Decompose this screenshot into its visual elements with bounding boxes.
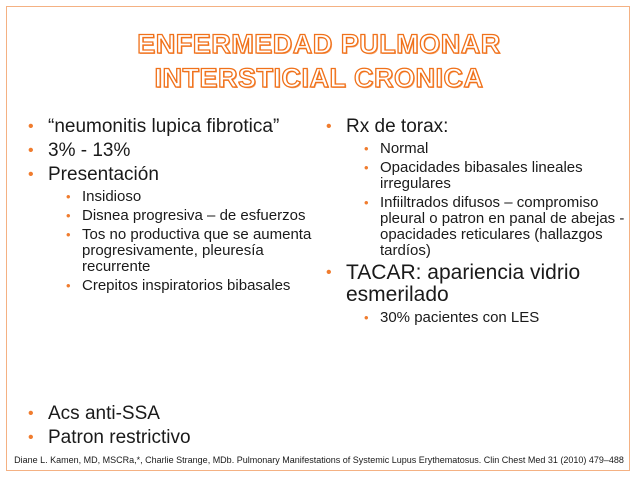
sub-bullet-item xyxy=(364,160,626,192)
right-column xyxy=(326,116,626,329)
bullet-icon: • xyxy=(364,195,369,210)
bullet-icon: • xyxy=(28,142,34,159)
title-line-1: ENFERMEDAD PULMONAR xyxy=(137,29,501,59)
title-line-2: INTERSTICIAL CRONICA xyxy=(154,63,484,93)
bullet-icon: • xyxy=(28,118,34,135)
sub-bullet-text: Disnea progresiva – de esfuerzos xyxy=(82,207,306,224)
citation: Diane L. Kamen, MD, MSCRa,*, Charlie Strange, MDb. Pulmonary Manifestations of Systemic Lupus Erythematosus. Clin Chest Med 31 (2010) 479–488 xyxy=(14,455,624,465)
sub-list xyxy=(364,141,626,259)
sub-bullet-item xyxy=(364,195,626,259)
bullet-text: Patron restrictivo xyxy=(48,427,191,448)
bullet-item xyxy=(28,403,328,424)
sub-list xyxy=(66,189,318,294)
sub-bullet-text: Insidioso xyxy=(82,188,142,205)
bullet-icon: • xyxy=(66,227,71,242)
sub-bullet-text: Crepitos inspiratorios bibasales xyxy=(82,277,291,294)
bullet-icon: • xyxy=(326,118,332,135)
bullet-icon: • xyxy=(28,166,34,183)
sub-bullet-item xyxy=(66,227,318,275)
bullet-icon: • xyxy=(28,405,34,422)
bullet-icon: • xyxy=(364,141,369,156)
bullet-icon: • xyxy=(364,160,369,175)
left-column xyxy=(28,116,318,297)
sub-bullet-text: Infiiltrados difusos – compromiso pleural o patron en panal de abejas - opacidades reticulares (hallazgos tardíos) xyxy=(380,194,625,259)
sub-bullet-item xyxy=(66,278,318,294)
sub-bullet-text: Normal xyxy=(380,140,429,157)
bullet-item xyxy=(326,262,626,326)
sub-bullet-item xyxy=(66,189,318,205)
bullet-icon: • xyxy=(66,208,71,223)
bullet-text: Rx de torax: xyxy=(346,116,449,137)
sub-bullet-text: Opacidades bibasales lineales irregulares xyxy=(380,159,583,192)
bullet-item xyxy=(28,164,318,294)
bullet-icon: • xyxy=(326,264,332,281)
sub-bullet-item xyxy=(66,208,318,224)
bullet-icon: • xyxy=(66,189,71,204)
bullet-item xyxy=(326,116,626,259)
bullet-text: Acs anti-SSA xyxy=(48,403,160,424)
left-bottom-list xyxy=(28,403,328,451)
bullet-item xyxy=(28,116,318,137)
bullet-item xyxy=(28,427,328,448)
slide-title xyxy=(0,27,638,95)
bullet-item xyxy=(28,140,318,161)
bullet-text: TACAR: apariencia vidrio esmerilado xyxy=(346,261,581,306)
sub-list xyxy=(364,310,626,326)
sub-bullet-text: Tos no productiva que se aumenta progresivamente, pleuresía recurrente xyxy=(82,226,312,275)
bullet-text: Presentación xyxy=(48,164,159,185)
sub-bullet-item xyxy=(364,141,626,157)
bullet-icon: • xyxy=(28,429,34,446)
bullet-icon: • xyxy=(66,278,71,293)
bullet-text: “neumonitis lupica fibrotica” xyxy=(48,116,280,137)
sub-bullet-item xyxy=(364,310,626,326)
bullet-icon: • xyxy=(364,310,369,325)
bullet-text: 3% - 13% xyxy=(48,140,131,161)
sub-bullet-text: 30% pacientes con LES xyxy=(380,309,540,326)
